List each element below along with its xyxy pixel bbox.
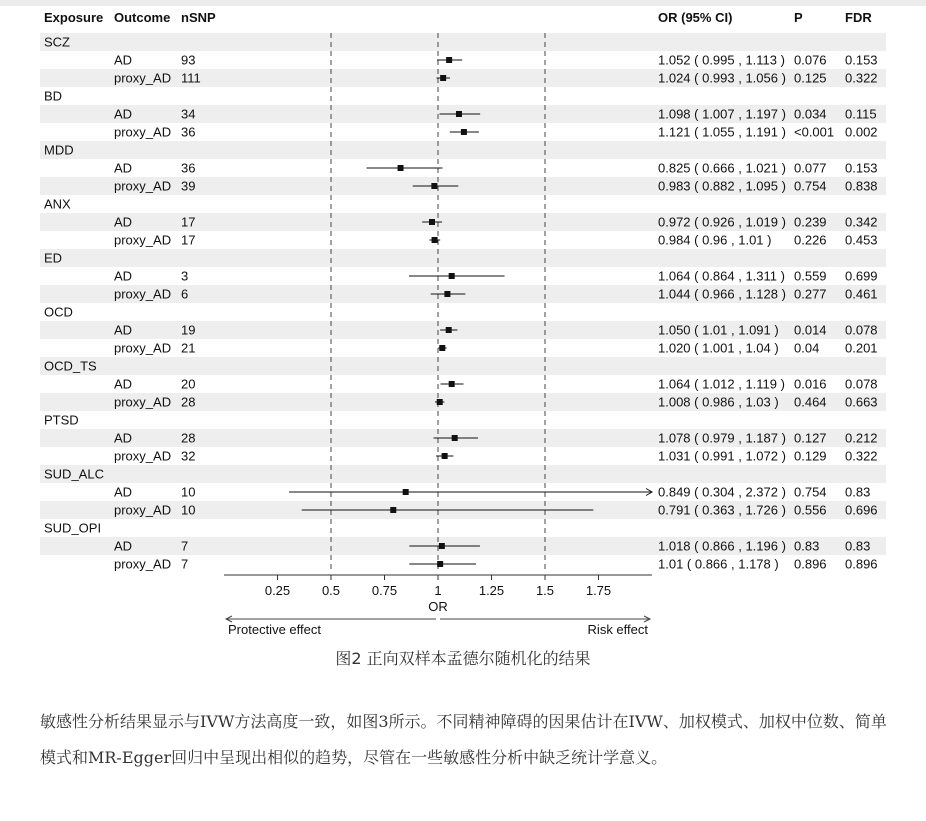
or-point bbox=[390, 507, 396, 513]
row-stripe bbox=[40, 357, 886, 375]
or-ci-text: 1.078 ( 0.979 , 1.187 ) bbox=[658, 430, 786, 446]
or-point bbox=[403, 489, 409, 495]
p-value: 0.076 bbox=[794, 52, 827, 68]
or-point bbox=[444, 291, 450, 297]
or-point bbox=[446, 327, 452, 333]
outcome-label: proxy_AD bbox=[114, 394, 172, 410]
header-nsnp: nSNP bbox=[181, 10, 216, 25]
p-value: 0.754 bbox=[794, 484, 827, 500]
or-ci-text: 1.018 ( 0.866 , 1.196 ) bbox=[658, 538, 786, 554]
p-value: 0.754 bbox=[794, 178, 827, 194]
nsnp-value: 28 bbox=[181, 394, 196, 410]
body-paragraph: 敏感性分析结果显示与IVW方法高度一致，如图3所示。不同精神障碍的因果估计在IVW、加权模式、加权中位数、简单模式和MR-Egger回归中呈现出相似的趋势，尽管在一些敏感性分析中缺乏统计学意义。 bbox=[40, 712, 887, 767]
fdr-value: 0.212 bbox=[845, 430, 878, 446]
or-ci-text: 1.020 ( 1.001 , 1.04 ) bbox=[658, 340, 779, 356]
or-point bbox=[446, 57, 452, 63]
p-value: 0.226 bbox=[794, 232, 827, 248]
x-tick-label: 1.25 bbox=[478, 583, 505, 598]
outcome-label: AD bbox=[114, 160, 133, 176]
row-stripe bbox=[40, 465, 886, 483]
nsnp-value: 93 bbox=[181, 52, 196, 68]
outcome-label: proxy_AD bbox=[114, 178, 172, 194]
p-value: 0.559 bbox=[794, 268, 827, 284]
x-tick-label: 0.75 bbox=[371, 583, 398, 598]
figure-caption: 图2 正向双样本孟德尔随机化的结果 bbox=[335, 649, 591, 668]
outcome-label: AD bbox=[114, 484, 133, 500]
x-tick-label: 0.5 bbox=[321, 583, 341, 598]
exposure-label: OCD bbox=[44, 304, 73, 320]
fdr-value: 0.078 bbox=[845, 376, 878, 392]
or-ci-text: 0.825 ( 0.666 , 1.021 ) bbox=[658, 160, 786, 176]
or-point bbox=[431, 183, 437, 189]
outcome-label: proxy_AD bbox=[114, 232, 172, 248]
nsnp-value: 6 bbox=[181, 286, 189, 302]
p-value: <0.001 bbox=[794, 124, 835, 140]
nsnp-value: 10 bbox=[181, 484, 196, 500]
nsnp-value: 3 bbox=[181, 268, 189, 284]
or-ci-text: 1.008 ( 0.986 , 1.03 ) bbox=[658, 394, 779, 410]
header-exposure: Exposure bbox=[44, 10, 104, 25]
outcome-label: AD bbox=[114, 322, 133, 338]
or-ci-text: 1.064 ( 0.864 , 1.311 ) bbox=[658, 268, 785, 284]
or-point bbox=[437, 399, 443, 405]
nsnp-value: 7 bbox=[181, 556, 189, 572]
or-point bbox=[439, 543, 445, 549]
x-tick-label: 1 bbox=[434, 583, 442, 598]
or-ci-text: 1.031 ( 0.991 , 1.072 ) bbox=[658, 448, 786, 464]
fdr-value: 0.461 bbox=[845, 286, 878, 302]
header-p: P bbox=[794, 10, 803, 25]
or-ci-text: 1.121 ( 1.055 , 1.191 ) bbox=[658, 124, 786, 140]
or-point bbox=[398, 165, 404, 171]
p-value: 0.129 bbox=[794, 448, 827, 464]
row-stripe bbox=[40, 249, 886, 267]
p-value: 0.014 bbox=[794, 322, 827, 338]
exposure-label: MDD bbox=[44, 142, 74, 158]
row-stripe bbox=[40, 141, 886, 159]
outcome-label: proxy_AD bbox=[114, 448, 172, 464]
exposure-label: PTSD bbox=[44, 412, 79, 428]
nsnp-value: 36 bbox=[181, 160, 196, 176]
exposure-label: ED bbox=[44, 250, 63, 266]
or-ci-text: 1.024 ( 0.993 , 1.056 ) bbox=[658, 70, 786, 86]
p-value: 0.034 bbox=[794, 106, 827, 122]
outcome-label: proxy_AD bbox=[114, 70, 172, 86]
nsnp-value: 17 bbox=[181, 232, 196, 248]
nsnp-value: 20 bbox=[181, 376, 196, 392]
nsnp-value: 21 bbox=[181, 340, 196, 356]
nsnp-value: 34 bbox=[181, 106, 196, 122]
fdr-value: 0.002 bbox=[845, 124, 878, 140]
or-ci-text: 0.984 ( 0.96 , 1.01 ) bbox=[658, 232, 772, 248]
or-point bbox=[449, 381, 455, 387]
p-value: 0.127 bbox=[794, 430, 827, 446]
fdr-value: 0.153 bbox=[845, 52, 878, 68]
x-tick-label: 1.5 bbox=[535, 583, 555, 598]
nsnp-value: 36 bbox=[181, 124, 196, 140]
fdr-value: 0.896 bbox=[845, 556, 878, 572]
fdr-value: 0.83 bbox=[845, 538, 871, 554]
x-axis-label: OR bbox=[428, 599, 448, 614]
p-value: 0.077 bbox=[794, 160, 827, 176]
nsnp-value: 39 bbox=[181, 178, 196, 194]
or-ci-text: 0.791 ( 0.363 , 1.726 ) bbox=[658, 502, 786, 518]
outcome-label: AD bbox=[114, 52, 133, 68]
p-value: 0.016 bbox=[794, 376, 827, 392]
fdr-value: 0.342 bbox=[845, 214, 878, 230]
exposure-label: OCD_TS bbox=[44, 358, 97, 374]
fdr-value: 0.201 bbox=[845, 340, 878, 356]
outcome-label: AD bbox=[114, 376, 133, 392]
p-value: 0.239 bbox=[794, 214, 827, 230]
fdr-value: 0.838 bbox=[845, 178, 878, 194]
fdr-value: 0.699 bbox=[845, 268, 878, 284]
p-value: 0.83 bbox=[794, 538, 820, 554]
or-point bbox=[442, 453, 448, 459]
or-point bbox=[449, 273, 455, 279]
fdr-value: 0.83 bbox=[845, 484, 871, 500]
or-ci-text: 0.849 ( 0.304 , 2.372 ) bbox=[658, 484, 786, 500]
nsnp-value: 10 bbox=[181, 502, 196, 518]
outcome-label: proxy_AD bbox=[114, 286, 172, 302]
or-point bbox=[439, 345, 445, 351]
p-value: 0.125 bbox=[794, 70, 827, 86]
or-point bbox=[432, 237, 438, 243]
protective-effect-label: Protective effect bbox=[228, 622, 321, 637]
or-ci-text: 0.983 ( 0.882 , 1.095 ) bbox=[658, 178, 786, 194]
fdr-value: 0.663 bbox=[845, 394, 878, 410]
fdr-value: 0.453 bbox=[845, 232, 878, 248]
fdr-value: 0.078 bbox=[845, 322, 878, 338]
or-point bbox=[456, 111, 462, 117]
nsnp-value: 32 bbox=[181, 448, 196, 464]
or-point bbox=[429, 219, 435, 225]
or-point bbox=[461, 129, 467, 135]
nsnp-value: 111 bbox=[181, 70, 201, 86]
or-ci-text: 1.064 ( 1.012 , 1.119 ) bbox=[658, 376, 785, 392]
nsnp-value: 7 bbox=[181, 538, 189, 554]
outcome-label: AD bbox=[114, 214, 133, 230]
exposure-label: BD bbox=[44, 88, 63, 104]
x-tick-label: 0.25 bbox=[264, 583, 291, 598]
outcome-label: AD bbox=[114, 430, 133, 446]
fdr-value: 0.153 bbox=[845, 160, 878, 176]
exposure-label: SUD_ALC bbox=[44, 466, 104, 482]
outcome-label: proxy_AD bbox=[114, 124, 172, 140]
nsnp-value: 19 bbox=[181, 322, 196, 338]
outcome-label: proxy_AD bbox=[114, 502, 172, 518]
fdr-value: 0.115 bbox=[845, 106, 877, 122]
outcome-label: AD bbox=[114, 106, 133, 122]
or-ci-text: 1.050 ( 1.01 , 1.091 ) bbox=[658, 322, 779, 338]
or-point bbox=[452, 435, 458, 441]
outcome-label: proxy_AD bbox=[114, 556, 172, 572]
outcome-label: proxy_AD bbox=[114, 340, 172, 356]
nsnp-value: 17 bbox=[181, 214, 196, 230]
or-ci-text: 1.044 ( 0.966 , 1.128 ) bbox=[658, 286, 786, 302]
p-value: 0.464 bbox=[794, 394, 827, 410]
nsnp-value: 28 bbox=[181, 430, 196, 446]
outcome-label: AD bbox=[114, 268, 133, 284]
x-tick-label: 1.75 bbox=[585, 583, 612, 598]
risk-effect-label: Risk effect bbox=[587, 622, 648, 637]
or-point bbox=[437, 561, 443, 567]
exposure-label: ANX bbox=[44, 196, 71, 212]
exposure-label: SCZ bbox=[44, 34, 70, 50]
p-value: 0.896 bbox=[794, 556, 827, 572]
p-value: 0.04 bbox=[794, 340, 820, 356]
fdr-value: 0.696 bbox=[845, 502, 878, 518]
header-fdr: FDR bbox=[845, 10, 872, 25]
header-outcome: Outcome bbox=[114, 10, 171, 25]
row-stripe bbox=[40, 33, 886, 51]
fdr-value: 0.322 bbox=[845, 70, 878, 86]
or-point bbox=[440, 75, 446, 81]
or-ci-text: 1.098 ( 1.007 , 1.197 ) bbox=[658, 106, 786, 122]
p-value: 0.277 bbox=[794, 286, 827, 302]
exposure-label: SUD_OPI bbox=[44, 520, 102, 536]
outcome-label: AD bbox=[114, 538, 133, 554]
fdr-value: 0.322 bbox=[845, 448, 878, 464]
or-ci-text: 0.972 ( 0.926 , 1.019 ) bbox=[658, 214, 786, 230]
p-value: 0.556 bbox=[794, 502, 827, 518]
header-or-ci: OR (95% CI) bbox=[658, 10, 733, 25]
or-ci-text: 1.01 ( 0.866 , 1.178 ) bbox=[658, 556, 779, 572]
or-ci-text: 1.052 ( 0.995 , 1.113 ) bbox=[658, 52, 785, 68]
